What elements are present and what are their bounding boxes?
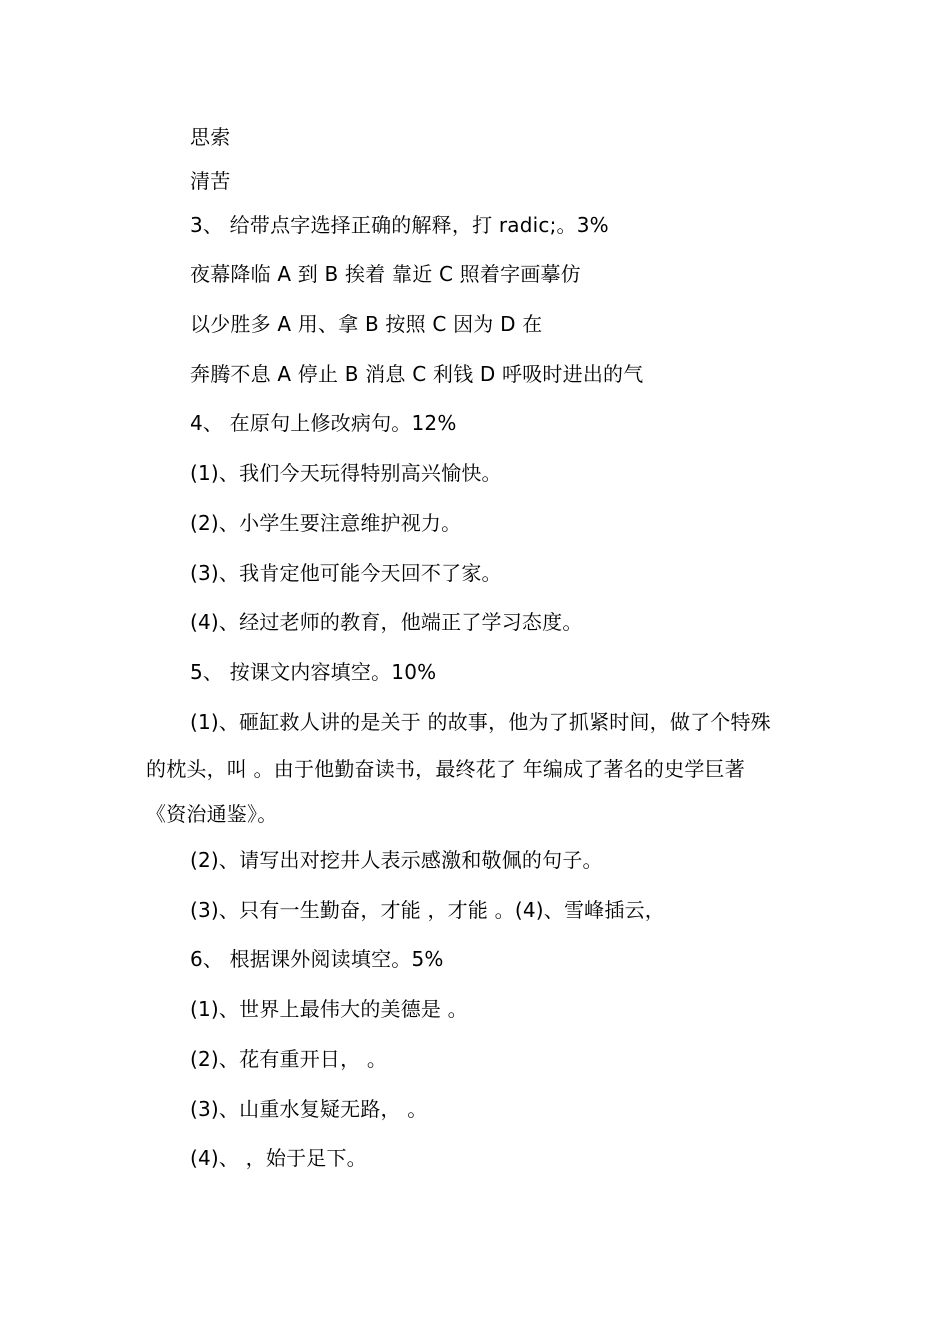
text-line: 的枕头，叫 。由于他勤奋读书，最终花了 年编成了著名的史学巨著 xyxy=(146,757,745,781)
text-line: (4)、 ，始于足下。 xyxy=(190,1146,367,1170)
text-line: 以少胜多 A 用、拿 B 按照 C 因为 D 在 xyxy=(190,312,543,336)
text-line: (2)、小学生要注意维护视力。 xyxy=(190,511,462,535)
text-line: (1)、砸缸救人讲的是关于 的故事，他为了抓紧时间，做了个特殊 xyxy=(190,710,771,734)
question-3-heading: 3、 给带点字选择正确的解释，打 radic;。3% xyxy=(190,213,609,237)
text-line: (3)、山重水复疑无路， 。 xyxy=(190,1097,428,1121)
text-line: 思索 xyxy=(190,125,231,149)
text-line: (1)、世界上最伟大的美德是 。 xyxy=(190,997,468,1021)
question-5-heading: 5、 按课文内容填空。10% xyxy=(190,660,437,684)
text-line: (2)、花有重开日， 。 xyxy=(190,1047,388,1071)
text-line: 清苦 xyxy=(190,169,231,193)
text-line: (2)、请写出对挖井人表示感激和敬佩的句子。 xyxy=(190,848,603,872)
text-line: 奔腾不息 A 停止 B 消息 C 利钱 D 呼吸时进出的气 xyxy=(190,362,644,386)
text-line: (3)、只有一生勤奋，才能 ，才能 。(4)、雪峰插云， xyxy=(190,898,665,922)
text-line: 夜幕降临 A 到 B 挨着 靠近 C 照着字画摹仿 xyxy=(190,262,581,286)
text-line: (3)、我肯定他可能今天回不了家。 xyxy=(190,561,502,585)
text-line: 《资治通鉴》。 xyxy=(146,802,278,826)
question-4-heading: 4、 在原句上修改病句。12% xyxy=(190,411,457,435)
text-line: (1)、我们今天玩得特别高兴愉快。 xyxy=(190,461,502,485)
text-line: (4)、经过老师的教育，他端正了学习态度。 xyxy=(190,610,583,634)
question-6-heading: 6、 根据课外阅读填空。5% xyxy=(190,947,444,971)
